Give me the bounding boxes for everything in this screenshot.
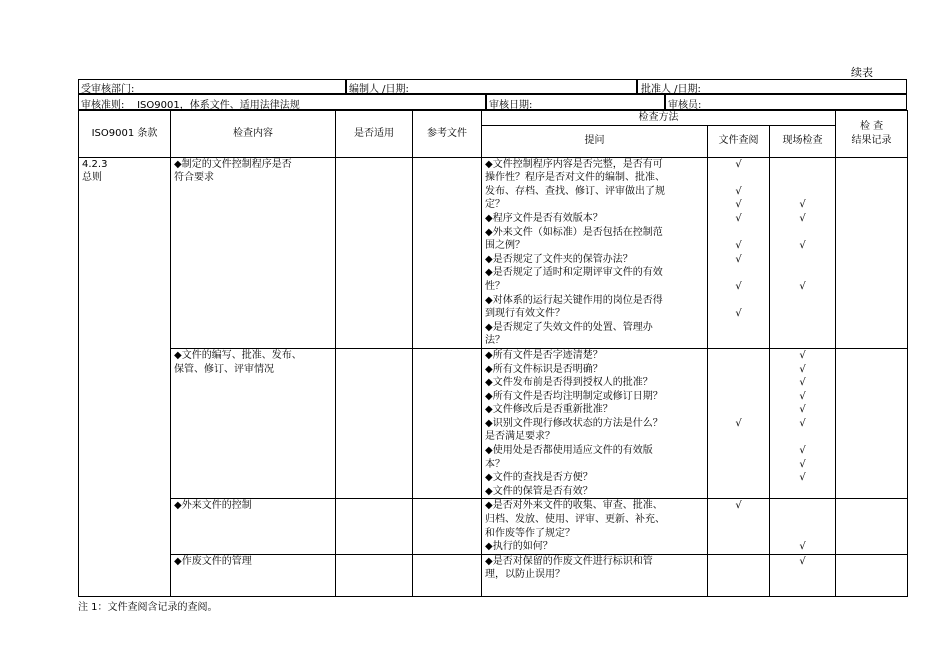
- doc-review-mark: √: [708, 348, 770, 499]
- prepared-by-field: 编制人 /日期:: [349, 84, 409, 95]
- applicable-cell: [336, 157, 413, 348]
- header-row-2-divider-1: [485, 94, 487, 110]
- doc-review-mark: [708, 554, 770, 596]
- header-row-1-divider-1: [345, 79, 347, 94]
- col-applicable-header: 是否适用: [336, 111, 413, 158]
- reference-cell: [413, 499, 482, 554]
- result-cell: [836, 499, 908, 554]
- reference-cell: [413, 157, 482, 348]
- table-row: [79, 499, 908, 554]
- site-check-mark: √: [770, 499, 836, 554]
- result-cell: [836, 348, 908, 499]
- site-check-mark: √ √ √ √: [770, 157, 836, 348]
- result-cell: [836, 554, 908, 596]
- continued-label: 续表: [851, 66, 873, 79]
- col-result-header: 检 查 结果记录: [836, 111, 908, 158]
- content-cell: ◆制定的文件控制程序是否 符合要求: [171, 157, 336, 348]
- table-row: [79, 157, 908, 348]
- approved-by-field: 批准人 /日期:: [641, 84, 701, 95]
- header-row-2-divider-2: [664, 94, 666, 110]
- audited-department-field: 受审核部门:: [81, 84, 135, 95]
- applicable-cell: [336, 348, 413, 499]
- question-cell: ◆所有文件是否字迹清楚？ ◆所有文件标识是否明确？ ◆文件发布前是否得到授权人的批准？ ◆所有文件是否均注明制定或修订日期？ ◆文件修改后是否重新批准？ ◆识别文件现行修改状态的方法是什么？ 是否满足要求？ ◆使用处是否都使用适应文件的有效版 本？ ◆文件的查找是否方便？ ◆文件的保管是否有效？: [482, 348, 708, 499]
- content-cell: ◆文件的编写、批准、发布、 保管、修订、评审情况: [171, 348, 336, 499]
- content-cell: ◆作废文件的管理: [171, 554, 336, 596]
- audit-criteria-field: 审核准则: ISO9001，体系文件、适用法律法规: [81, 100, 300, 111]
- col-reference-header: 参考文件: [413, 111, 482, 158]
- audit-date-field: 审核日期:: [489, 100, 533, 111]
- question-cell: ◆是否对保留的作废文件进行标识和管 理，以防止误用？: [482, 554, 708, 596]
- applicable-cell: [336, 499, 413, 554]
- result-cell: [836, 157, 908, 348]
- content-cell: ◆外来文件的控制: [171, 499, 336, 554]
- auditor-field: 审核员:: [668, 100, 702, 111]
- col-site-check-header: 现场检查: [770, 125, 836, 157]
- reference-cell: [413, 554, 482, 596]
- header-row-1: [78, 79, 907, 94]
- col-clause-header: ISO9001 条款: [79, 111, 171, 158]
- table-row: [79, 554, 908, 596]
- doc-review-mark: √ √ √ √ √ √ √ √: [708, 157, 770, 348]
- table-row: [79, 348, 908, 499]
- site-check-mark: √ √ √ √ √ √ √ √ √: [770, 348, 836, 499]
- header-row-1-divider-2: [636, 79, 638, 94]
- question-cell: ◆文件控制程序内容是否完整，是否有可 操作性？程序是否对文件的编制、批准、 发布、存档、查找、修订、评审做出了规 定？ ◆程序文件是否有效版本？ ◆外来文件（如标准）是否包括在控制范 围之例？ ◆是否规定了文件夹的保管办法？ ◆是否规定了适时和定期评审文件的有效 性？ ◆对体系的运行起关键作用的岗位是否得 到现行有效文件？ ◆是否规定了失效文件的处置、管理办 法？: [482, 157, 708, 348]
- doc-review-mark: √: [708, 499, 770, 554]
- clause-cell: 4.2.3 总则: [79, 157, 171, 596]
- checklist-table: [78, 110, 908, 597]
- question-cell: ◆是否对外来文件的收集、审查、批准、 归档、发放、使用、评审、更新、补充、 和作废等作了规定？ ◆执行的如何？: [482, 499, 708, 554]
- col-content-header: 检查内容: [171, 111, 336, 158]
- col-method-header: 检查方法: [482, 111, 836, 126]
- reference-cell: [413, 348, 482, 499]
- applicable-cell: [336, 554, 413, 596]
- col-question-header: 提问: [482, 125, 708, 157]
- footnote: 注 1：文件查阅含记录的查阅。: [78, 602, 218, 613]
- col-doc-review-header: 文件查阅: [708, 125, 770, 157]
- site-check-mark: √: [770, 554, 836, 596]
